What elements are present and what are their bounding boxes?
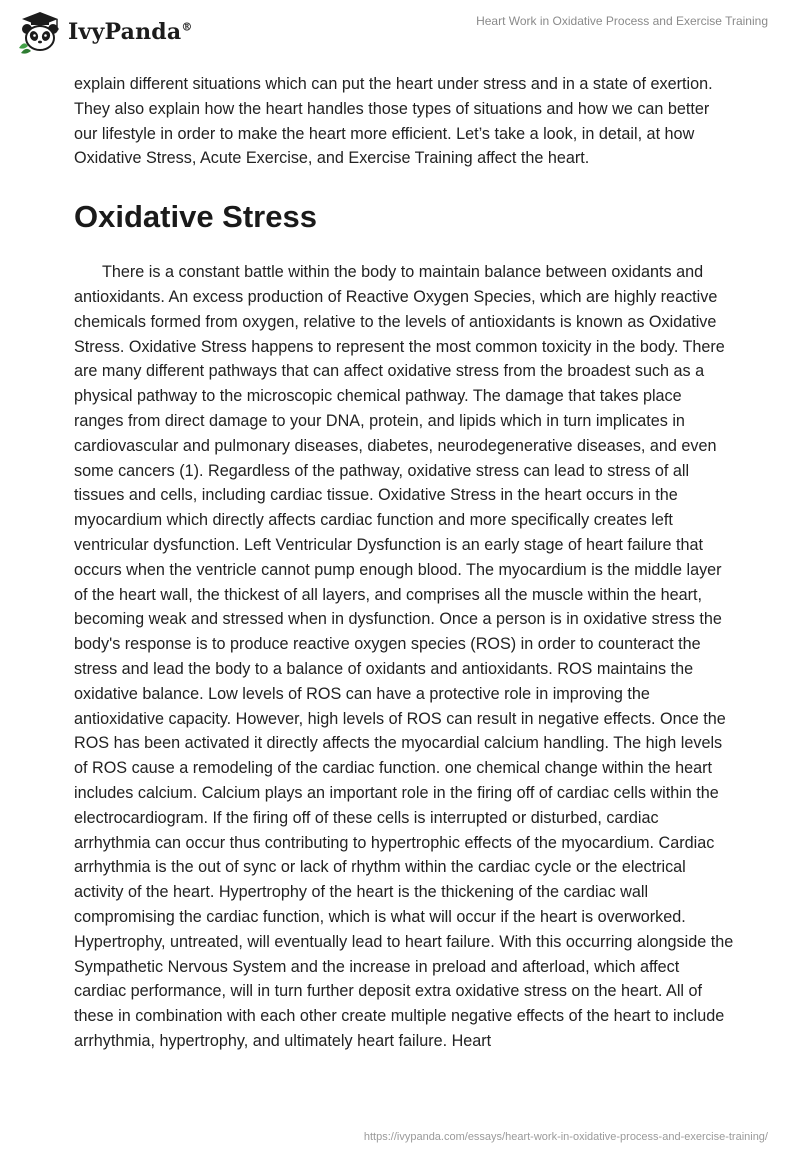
ivypanda-logo[interactable] [16, 10, 193, 54]
intro-paragraph: explain different situations which can put the heart under stress and in a state of exertion. They also explain how the heart handles those types of situations and how we can better our lifestyle in order to make the heart more efficient. Let’s take a look, in detail, at how Oxidative Stress, Acute Exercise, and Exercise Training affect the heart. [74, 75, 713, 168]
logo-text [68, 19, 193, 45]
document-title: Heart Work in Oxidative Process and Exercise Training [476, 14, 768, 28]
body-paragraph: There is a constant battle within the body to maintain balance between oxidants and antioxidants. An excess production of Reactive Oxygen Species, which are highly reactive chemicals formed from oxygen, relative to the levels of antioxidants is known as Oxidative Stress. Oxidative Stress happens to represent the most common toxicity in the body. There are many different pathways that can affect oxidative stress from the broadest such as a physical pathway to the microscopic chemical pathway. The damage that takes place ranges from direct damage to your DNA, protein, and lipids which in turn implicates in cardiovascular and pulmonary diseases, diabetes, neurodegenerative diseases, and even some cancers (1). Regardless of the pathway, oxidative stress can lead to stress of all tissues and cells, including cardiac tissue. Oxidative Stress in the heart occurs in the myocardium which directly affects cardiac function and more specifically creates left ventricular dysfunction. Left Ventricular Dysfunction is an early stage of heart failure that occurs when the ventricle cannot pump enough blood. The myocardium is the middle layer of the heart wall, the thickest of all layers, and comprises all the muscle within the heart, becoming weak and stressed when in dysfunction. Once a person is in oxidative stress the body's response is to produce reactive oxygen species (ROS) in order to counteract the stress and lead the body to a balance of oxidants and antioxidants. ROS maintains the oxidative balance. Low levels of ROS can have a protective role in improving the antioxidative capacity. However, high levels of ROS can result in negative effects. Once the ROS has been activated it directly affects the myocardial calcium handling. The high levels of ROS cause a remodeling of the cardiac function. one chemical change within the heart includes calcium. Calcium plays an important role in the firing off of cardiac cells within the electrocardiogram. If the firing off of these cells is interrupted or disturbed, cardiac arrhythmia can occur thus contributing to hypertrophic effects of the myocardium. Cardiac arrhythmia is the out of sync or lack of rhythm within the cardiac cycle or the electrical activity of the heart. Hypertrophy of the heart is the thickening of the cardiac wall compromising the cardiac function, which is what will occur if the heart is overworked. Hypertrophy, untreated, will eventually lead to heart failure. With this occurring alongside the Sympathetic Nervous System and the increase in preload and afterload, which affect cardiac performance, will in turn further deposit extra oxidative stress on the heart. All of these in combination with each other create multiple negative effects of the heart to include arrhythmia, hypertrophy, and ultimately heart failure. Heart [74, 263, 734, 1050]
source-url-link[interactable]: https://ivypanda.com/essays/heart-work-in-oxidative-process-and-exercise-training/ [363, 1131, 768, 1143]
registered-mark: ® [181, 20, 193, 34]
logo-wordmark: IvyPanda [68, 19, 182, 45]
panda-graduate-icon [16, 10, 64, 54]
essay-content [74, 72, 734, 1054]
section-heading: Oxidative Stress [74, 199, 317, 235]
